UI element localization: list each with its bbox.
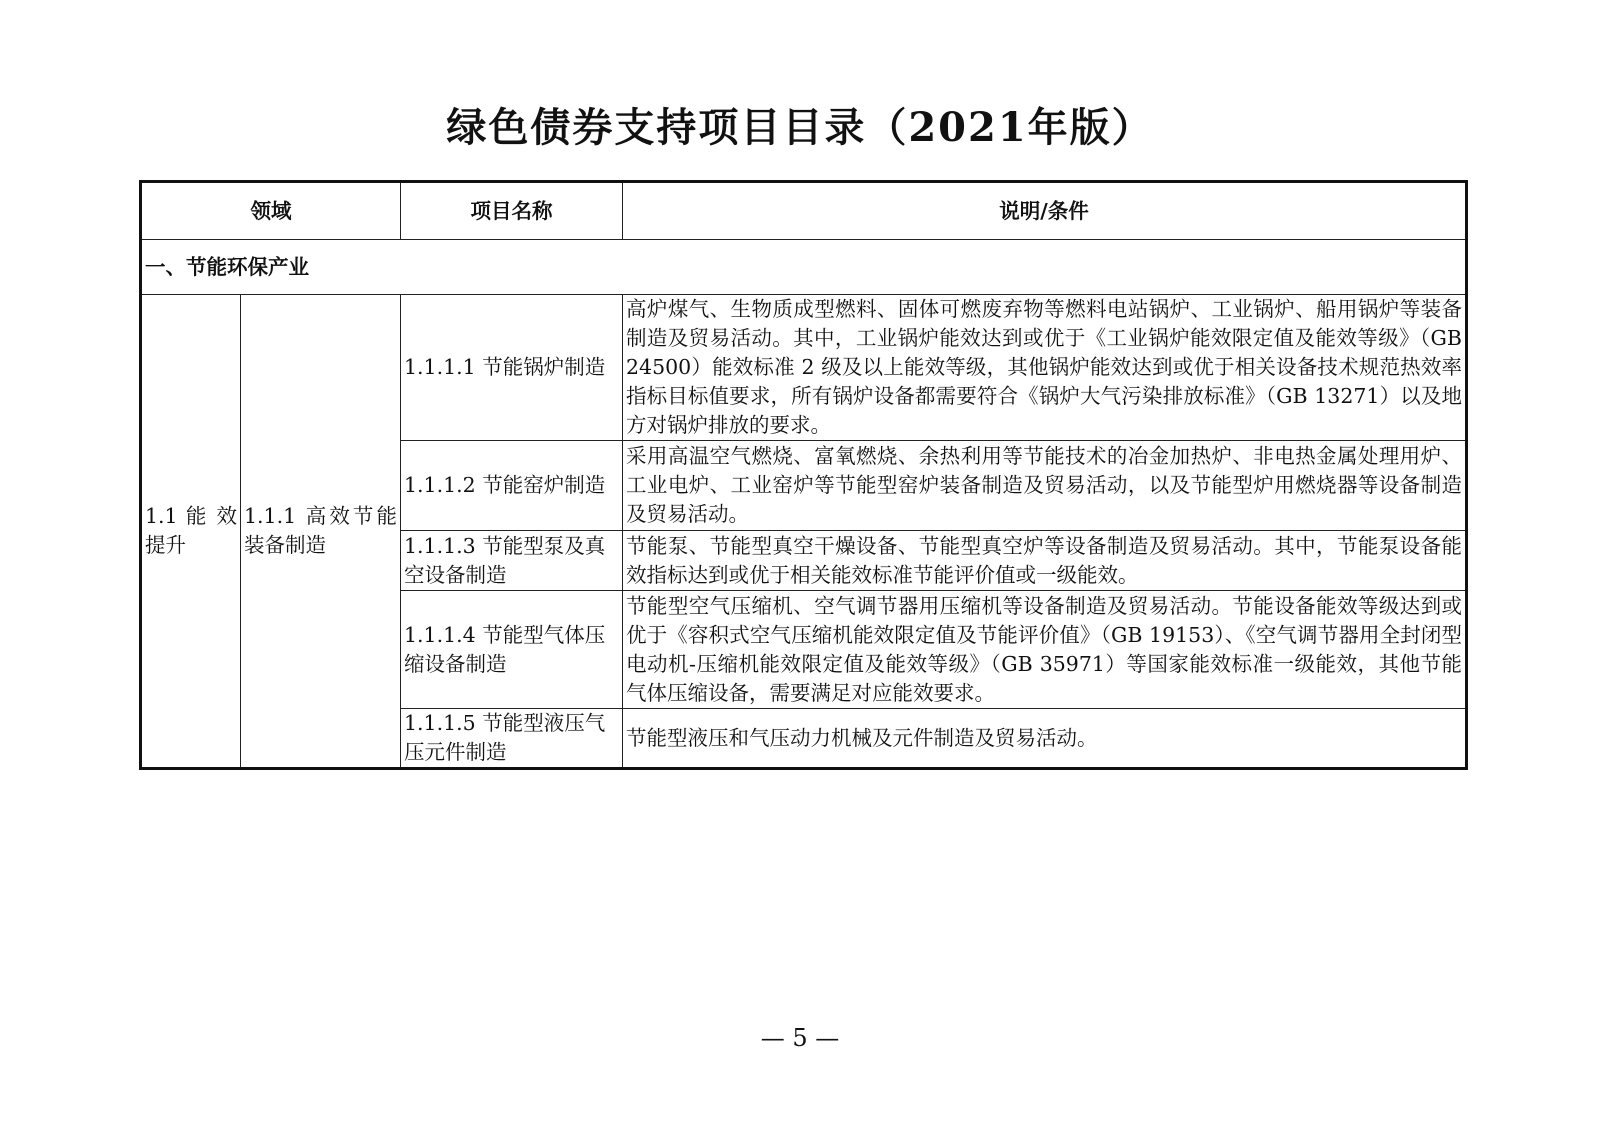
document-title: 绿色债券支持项目目录（2021年版） — [446, 104, 1154, 151]
project-name: 1.1.1.5 节能型液压气压元件制造 — [401, 709, 623, 769]
project-name: 1.1.1.4 节能型气体压缩设备制造 — [401, 591, 623, 709]
project-description: 采用高温空气燃烧、富氧燃烧、余热利用等节能技术的冶金加热炉、非电热金属处理用炉、工业电炉、工业窑炉等节能型窑炉装备制造及贸易活动，以及节能型炉用燃烧器等设备制造及贸易活动。 — [623, 441, 1467, 531]
project-name: 1.1.1.1 节能锅炉制造 — [401, 295, 623, 441]
domain-level2: 1.1.1 高效节能装备制造 — [241, 295, 401, 769]
header-project-name: 项目名称 — [401, 182, 623, 240]
domain-level1: 1.1 能 效提升 — [141, 295, 241, 769]
page-number: — 5 — — [760, 1024, 840, 1052]
project-description: 高炉煤气、生物质成型燃料、固体可燃废弃物等燃料电站锅炉、工业锅炉、船用锅炉等装备制造及贸易活动。其中，工业锅炉能效达到或优于《工业锅炉能效限定值及能效等级》（GB 24500）能效标准 2 级及以上能效等级，其他锅炉能效达到或优于相关设备技术规范热效率指标目标值要求，所有锅炉设备都需要符合《锅炉大气污染排放标准》（GB 13271）以及地方对锅炉排放的要求。 — [623, 295, 1467, 441]
section-title: 一、节能环保产业 — [141, 240, 1467, 295]
project-description: 节能型液压和气压动力机械及元件制造及贸易活动。 — [623, 709, 1467, 769]
project-name: 1.1.1.2 节能窑炉制造 — [401, 441, 623, 531]
project-catalog-table — [139, 180, 1468, 770]
project-description: 节能泵、节能型真空干燥设备、节能型真空炉等设备制造及贸易活动。其中，节能泵设备能效指标达到或优于相关能效标准节能评价值或一级能效。 — [623, 531, 1467, 591]
table-header-row — [141, 182, 1467, 240]
section-row — [141, 240, 1467, 295]
project-name: 1.1.1.3 节能型泵及真空设备制造 — [401, 531, 623, 591]
project-description: 节能型空气压缩机、空气调节器用压缩机等设备制造及贸易活动。节能设备能效等级达到或优于《容积式空气压缩机能效限定值及节能评价值》（GB 19153）、《空气调节器用全封闭型电动机-压缩机能效限定值及能效等级》（GB 35971）等国家能效标准一级能效，其他节能气体压缩设备，需要满足对应能效要求。 — [623, 591, 1467, 709]
header-description: 说明/条件 — [623, 182, 1467, 240]
table-row — [141, 295, 1467, 441]
header-domain: 领域 — [141, 182, 401, 240]
